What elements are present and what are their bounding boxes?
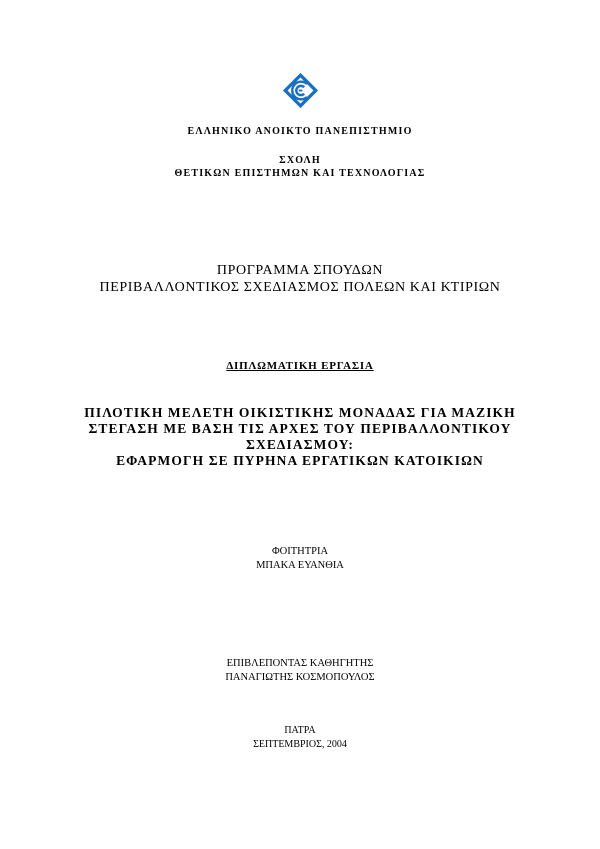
supervisor-name: ΠΑΝΑΓΙΩΤΗΣ ΚΟΣΜΟΠΟΥΛΟΣ (225, 672, 375, 683)
student-label: ΦΟΙΤΗΤΡΙΑ (271, 546, 329, 557)
thesis-title-line-4: ΕΦΑΡΜΟΓΗ ΣΕ ΠΥΡΗΝΑ ΕΡΓΑΤΙΚΩΝ ΚΑΤΟΙΚΙΩΝ (116, 453, 484, 468)
program-label: ΠΡΟΓΡΑΜΜΑ ΣΠΟΥΔΩΝ (216, 263, 384, 278)
school-name: ΘΕΤΙΚΩΝ ΕΠΙΣΤΗΜΩΝ ΚΑΙ ΤΕΧΝΟΛΟΓΙΑΣ (174, 168, 426, 179)
program-name: ΠΕΡΙΒΑΛΛΟΝΤΙΚΟΣ ΣΧΕΔΙΑΣΜΟΣ ΠΟΛΕΩΝ ΚΑΙ ΚΤΙΡΙΩΝ (99, 280, 501, 295)
thesis-title-line-3: ΣΧΕΔΙΑΣΜΟΥ: (246, 437, 354, 452)
date: ΣΕΠΤΕΜΒΡΙΟΣ, 2004 (253, 739, 347, 750)
university-logo-icon (282, 72, 319, 109)
supervisor-label: ΕΠΙΒΛΕΠΟΝΤΑΣ ΚΑΘΗΓΗΤΗΣ (226, 658, 374, 669)
student-name: ΜΠΑΚΑ ΕΥΑΝΘΙΑ (256, 560, 344, 571)
thesis-label: ΔΙΠΛΩΜΑΤΙΚΗ ΕΡΓΑΣΙΑ (226, 360, 374, 372)
thesis-title-line-2: ΣΤΕΓΑΣΗ ΜΕ ΒΑΣΗ ΤΙΣ ΑΡΧΕΣ ΤΟΥ ΠΕΡΙΒΑΛΛΟΝΤΙΚΟΥ (88, 421, 512, 436)
thesis-title-line-1: ΠΙΛΟΤΙΚΗ ΜΕΛΕΤΗ ΟΙΚΙΣΤΙΚΗΣ ΜΟΝΑΔΑΣ ΓΙΑ ΜΑΖΙΚΗ (84, 405, 516, 420)
university-name: ΕΛΛΗΝΙΚΟ ΑΝΟΙΚΤΟ ΠΑΝΕΠΙΣΤΗΜΙΟ (187, 126, 413, 137)
place: ΠΑΤΡΑ (284, 725, 316, 736)
school-label: ΣΧΟΛΗ (279, 155, 321, 166)
